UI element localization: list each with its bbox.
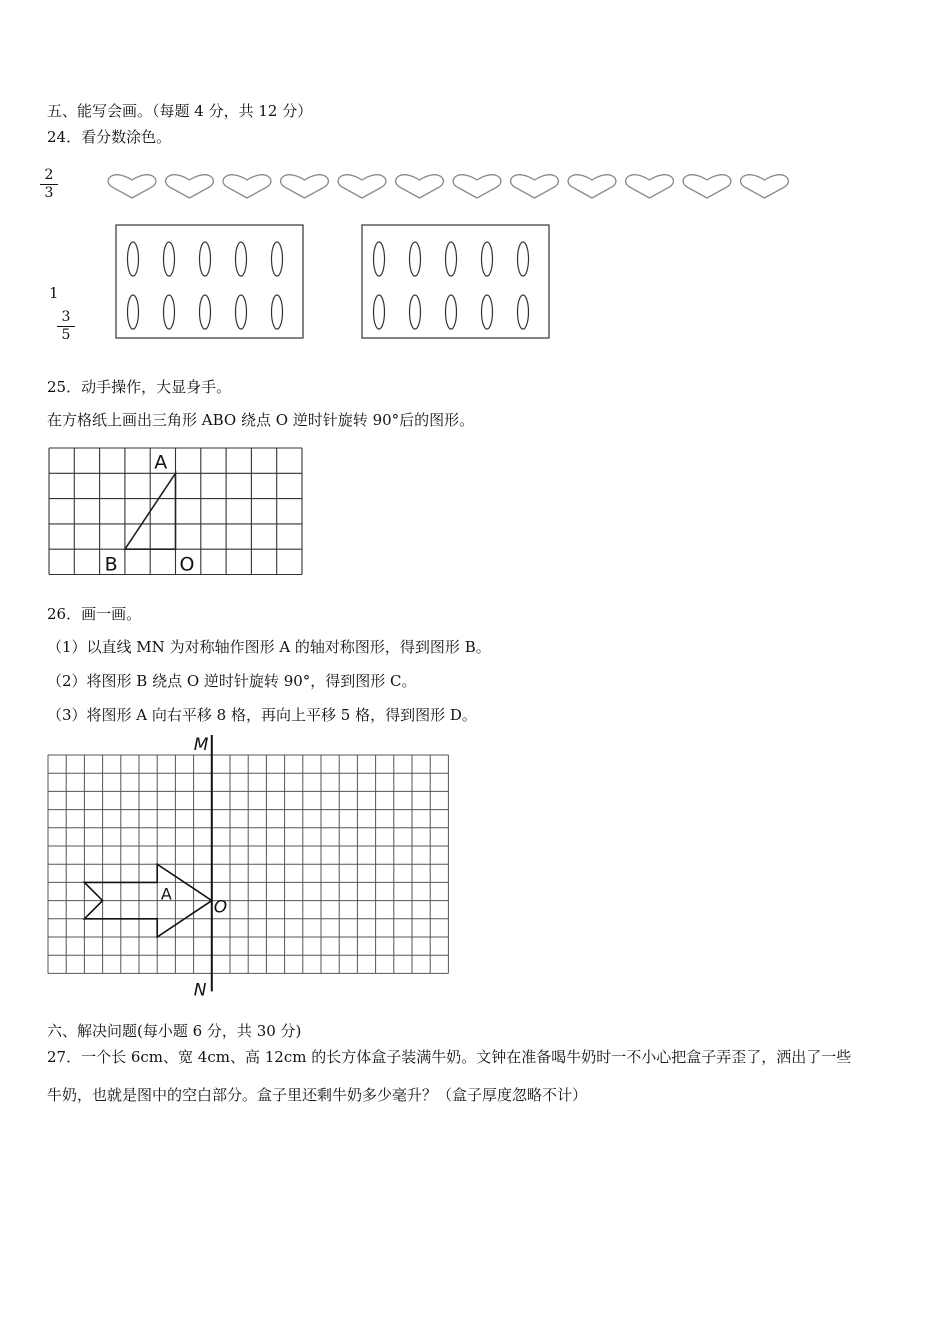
fraction-two-thirds [40, 168, 58, 202]
oval-shape [236, 295, 247, 329]
q26-step-2: （2）将图形 B 绕点 O 逆时针旋转 90°，得到图形 C。 [47, 672, 417, 690]
label-o: O [179, 553, 195, 576]
label-m: M [193, 735, 209, 755]
fraction-three-fifths [57, 310, 75, 344]
oval-shape [518, 242, 529, 276]
oval-shape [446, 295, 457, 329]
q26-step-3: （3）将图形 A 向右平移 8 格，再向上平移 5 格，得到图形 D。 [47, 706, 477, 724]
rotation-grid [45, 445, 310, 585]
oval-shape [164, 242, 175, 276]
heart-shape [281, 175, 329, 198]
oval-shape [164, 295, 175, 329]
mixed-whole: 1 [49, 284, 59, 302]
label-a: A [154, 451, 168, 474]
label-shape-a: A [160, 884, 172, 904]
label-b: B [104, 553, 118, 576]
q26-title: 26．画一画。 [47, 605, 142, 623]
heart-shape [223, 175, 271, 198]
oval-shape [518, 295, 529, 329]
oval-shape [128, 242, 139, 276]
q27-line-2: 牛奶，也就是图中的空白部分。盒子里还剩牛奶多少毫升？（盒子厚度忽略不计） [47, 1086, 588, 1104]
label-n: N [193, 980, 207, 1001]
oval-shape [200, 242, 211, 276]
symmetry-grid [40, 733, 460, 1001]
label-o: O [213, 897, 228, 918]
oval-shape [374, 295, 385, 329]
fraction-numerator: 2 [44, 167, 54, 183]
section6-heading: 六、解决问题(每小题 6 分，共 30 分) [47, 1022, 302, 1040]
heart-shape [683, 175, 731, 198]
oval-shape [446, 242, 457, 276]
oval-shape [236, 242, 247, 276]
fraction-numerator: 3 [61, 309, 71, 325]
oval-shape [272, 295, 283, 329]
heart-shape [568, 175, 616, 198]
hearts-row [100, 165, 800, 205]
oval-shape [482, 295, 493, 329]
oval-shape [410, 242, 421, 276]
heart-shape [511, 175, 559, 198]
oval-shape [200, 295, 211, 329]
fraction-denominator: 3 [44, 185, 54, 202]
heart-shape [453, 175, 501, 198]
heart-shape [741, 175, 789, 198]
oval-boxes [110, 220, 560, 345]
oval-shape [482, 242, 493, 276]
q24-title: 24．看分数涂色。 [47, 128, 172, 146]
oval-shape [128, 295, 139, 329]
heart-shape [338, 175, 386, 198]
q25-instruction: 在方格纸上画出三角形 ABO 绕点 O 逆时针旋转 90°后的图形。 [47, 411, 475, 429]
q26-step-1: （1）以直线 MN 为对称轴作图形 A 的轴对称图形，得到图形 B。 [47, 638, 491, 656]
oval-shape [410, 295, 421, 329]
fraction-denominator: 5 [61, 327, 71, 344]
heart-shape [108, 175, 156, 198]
heart-shape [166, 175, 214, 198]
oval-shape [374, 242, 385, 276]
heart-shape [396, 175, 444, 198]
section5-heading: 五、能写会画。（每题 4 分，共 12 分） [47, 102, 313, 120]
oval-shape [272, 242, 283, 276]
q27-line-1: 27．一个长 6cm、宽 4cm、高 12cm 的长方体盒子装满牛奶。文钟在准备喝牛奶时一不小心把盒子弄歪了，洒出了一些 [47, 1048, 852, 1066]
q25-title: 25．动手操作，大显身手。 [47, 378, 232, 396]
heart-shape [626, 175, 674, 198]
